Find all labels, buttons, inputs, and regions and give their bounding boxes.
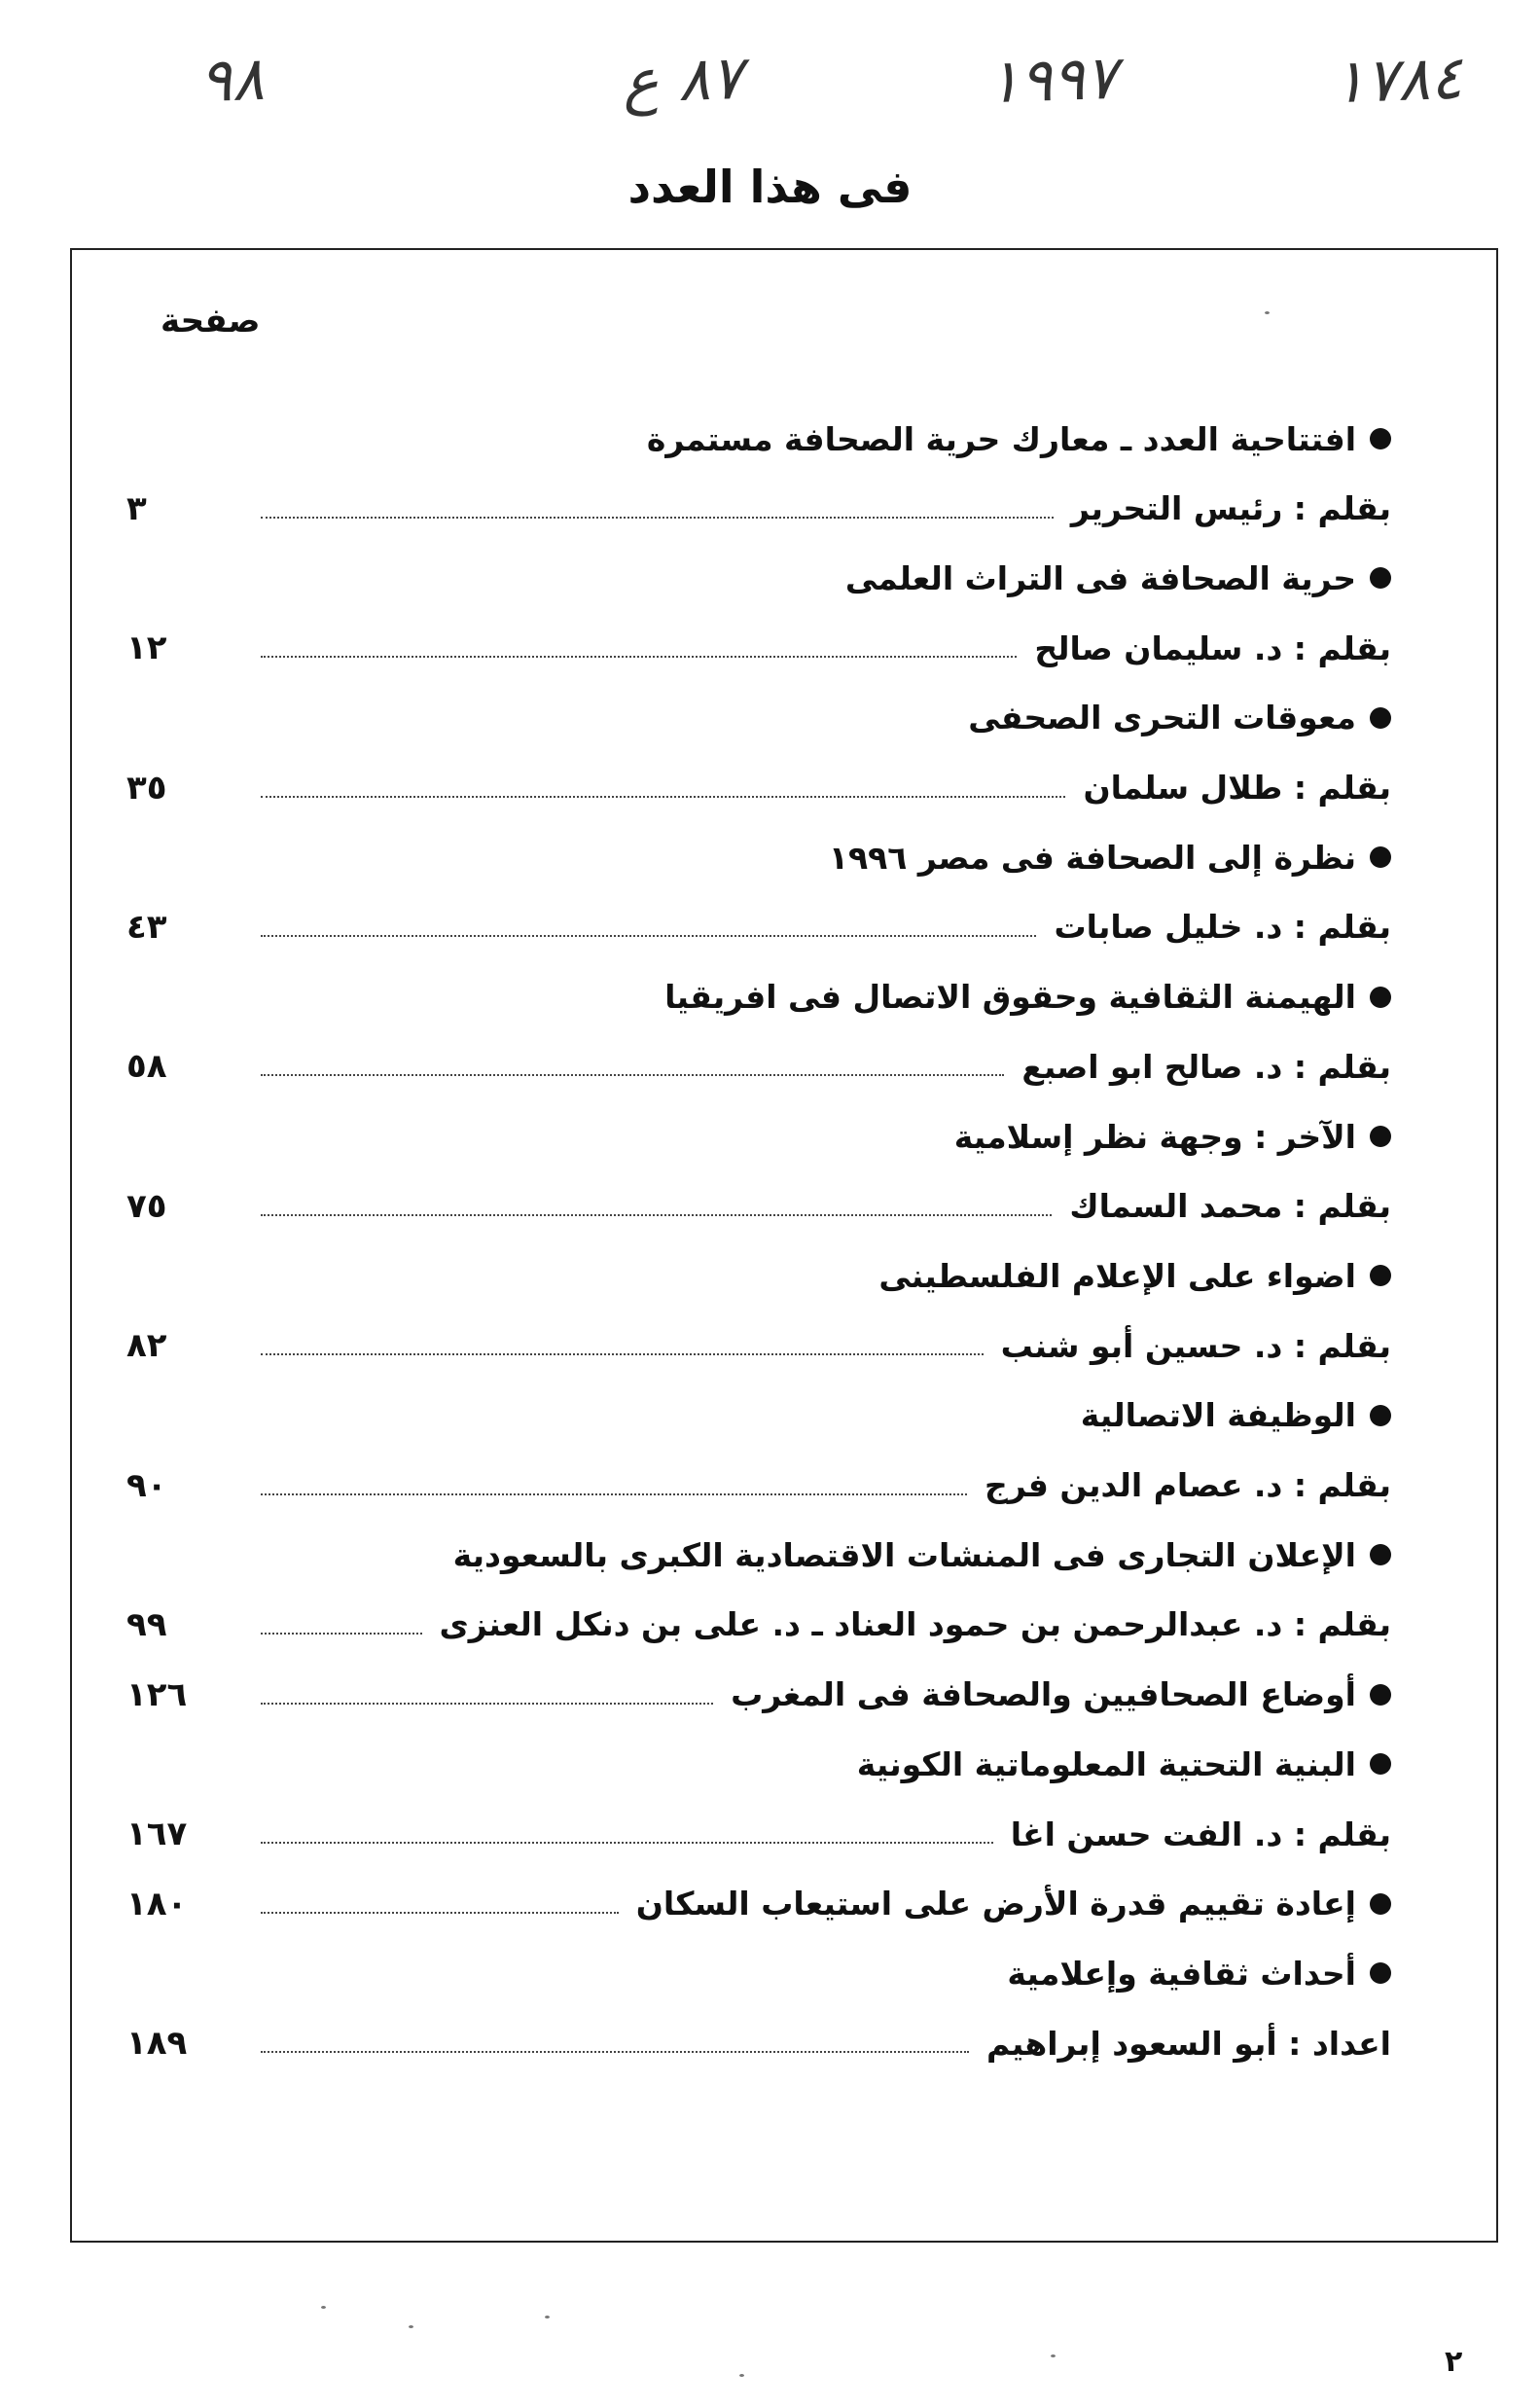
toc-entry-title xyxy=(126,548,1391,608)
toc-entry-author xyxy=(126,1176,1391,1237)
scan-speck xyxy=(321,2306,326,2309)
toc-entry-title xyxy=(126,1665,1391,1725)
author-line: بقلم : د. حسين أبو شنب xyxy=(1000,1326,1391,1365)
toc-entry-author xyxy=(126,479,1391,539)
toc-entry-title xyxy=(126,1874,1391,1934)
page-title: فى هذا العدد xyxy=(627,161,913,213)
dotted-leader xyxy=(261,1074,1004,1076)
toc-entry-title xyxy=(126,1943,1391,2003)
page-number: ١٢ xyxy=(126,629,167,668)
article-title: افتتاحية العدد ـ معارك حرية الصحافة مستمرة xyxy=(646,419,1356,458)
table-of-contents xyxy=(126,409,1391,2082)
bullet-icon xyxy=(1370,987,1391,1008)
dotted-leader xyxy=(261,1353,984,1355)
toc-entry-title xyxy=(126,1385,1391,1446)
author-line: بقلم : د. عصام الدين فرج xyxy=(984,1466,1391,1504)
bullet-icon xyxy=(1370,1684,1391,1706)
toc-entry-author xyxy=(126,2013,1391,2073)
author-line: بقلم : طلال سلمان xyxy=(1083,769,1391,807)
toc-entry-author xyxy=(126,1456,1391,1516)
handwritten-note-3: ١٩٩٧ xyxy=(985,41,1119,118)
dotted-leader xyxy=(261,1493,967,1495)
handwritten-note-4: ١٧٨٤ xyxy=(1331,41,1464,118)
bullet-icon xyxy=(1370,1962,1391,1984)
bullet-icon xyxy=(1370,707,1391,729)
handwritten-note-2: ٨٧ ع xyxy=(621,41,744,118)
bullet-icon xyxy=(1370,1126,1391,1147)
toc-entry-author xyxy=(126,1315,1391,1376)
page-number: ١٦٧ xyxy=(126,1815,188,1853)
article-title: البنية التحتية المعلوماتية الكونية xyxy=(856,1744,1356,1783)
page-number: ٩٩ xyxy=(126,1604,167,1644)
page-number: ٣ xyxy=(126,488,147,528)
bullet-icon xyxy=(1370,1544,1391,1565)
handwritten-note-1: ٩٨ xyxy=(197,42,266,117)
bullet-icon xyxy=(1370,846,1391,868)
dotted-leader xyxy=(261,1842,993,1844)
toc-entry-title xyxy=(126,967,1391,1027)
page-number: ٨٢ xyxy=(126,1326,167,1366)
bullet-icon xyxy=(1370,428,1391,449)
dotted-leader xyxy=(261,517,1054,519)
dotted-leader xyxy=(261,1633,422,1635)
toc-entry-title xyxy=(126,688,1391,748)
author-line: بقلم : د. خليل صابات xyxy=(1054,908,1391,947)
article-title: إعادة تقييم قدرة الأرض على استيعاب السكان xyxy=(635,1885,1356,1923)
article-title: أحداث ثقافية وإعلامية xyxy=(1007,1954,1356,1993)
article-title: الهيمنة الثقافية وحقوق الاتصال فى افريقيا xyxy=(664,978,1356,1017)
dotted-leader xyxy=(261,935,1036,937)
bullet-icon xyxy=(1370,567,1391,589)
dotted-leader xyxy=(261,1912,619,1914)
article-title: حرية الصحافة فى التراث العلمى xyxy=(844,558,1356,597)
article-title: الوظيفة الاتصالية xyxy=(1080,1396,1356,1435)
page-column-header: صفحة xyxy=(161,302,261,341)
author-line: بقلم : محمد السماك xyxy=(1069,1187,1391,1226)
page-number: ٥٨ xyxy=(126,1047,167,1087)
article-title: اضواء على الإعلام الفلسطينى xyxy=(878,1256,1356,1295)
scan-speck xyxy=(739,2374,744,2377)
dotted-leader xyxy=(261,796,1065,798)
dotted-leader xyxy=(261,656,1017,658)
toc-entry-title xyxy=(126,409,1391,469)
page-number: ٧٥ xyxy=(126,1186,167,1226)
scan-speck xyxy=(545,2316,550,2318)
article-title: أوضاع الصحافيين والصحافة فى المغرب xyxy=(731,1675,1356,1714)
toc-entry-title xyxy=(126,1106,1391,1167)
bullet-icon xyxy=(1370,1893,1391,1915)
page-number: ١٨٩ xyxy=(126,2024,188,2064)
page-number: ٤٣ xyxy=(126,907,167,947)
toc-entry-title xyxy=(126,827,1391,887)
author-line: بقلم : د. صالح ابو اصبع xyxy=(1021,1047,1391,1086)
article-title: الآخر : وجهة نظر إسلامية xyxy=(953,1117,1356,1156)
scan-speck xyxy=(409,2325,413,2328)
toc-entry-title xyxy=(126,1525,1391,1585)
toc-entry-author xyxy=(126,1595,1391,1655)
scan-speck xyxy=(1265,311,1270,314)
toc-entry-author xyxy=(126,758,1391,818)
bullet-icon xyxy=(1370,1265,1391,1286)
toc-entry-title xyxy=(126,1734,1391,1794)
page-number: ١٨٠ xyxy=(126,1884,188,1923)
bullet-icon xyxy=(1370,1405,1391,1426)
toc-entry-author xyxy=(126,1804,1391,1864)
dotted-leader xyxy=(261,2051,969,2053)
toc-entry-author xyxy=(126,1036,1391,1096)
toc-entry-title xyxy=(126,1245,1391,1306)
author-line: بقلم : رئيس التحرير xyxy=(1070,489,1391,528)
author-line: بقلم : د. عبدالرحمن بن حمود العناد ـ د. على بن دنكل العنزى xyxy=(439,1605,1391,1644)
author-line: بقلم : د. سليمان صالح xyxy=(1034,629,1391,667)
article-title: نظرة إلى الصحافة فى مصر ١٩٩٦ xyxy=(828,838,1356,877)
footer-page-number: ٢ xyxy=(1445,2345,1463,2379)
toc-entry-author xyxy=(126,897,1391,957)
page-number: ١٢٦ xyxy=(126,1674,188,1714)
dotted-leader xyxy=(261,1214,1052,1216)
page-number: ٣٥ xyxy=(126,768,167,808)
author-line: بقلم : د. الفت حسن اغا xyxy=(1010,1815,1391,1853)
dotted-leader xyxy=(261,1703,713,1705)
scan-speck xyxy=(1051,2354,1056,2357)
article-title: الإعلان التجارى فى المنشات الاقتصادية الكبرى بالسعودية xyxy=(452,1535,1356,1574)
bullet-icon xyxy=(1370,1753,1391,1775)
author-line: اعداد : أبو السعود إبراهيم xyxy=(985,2024,1391,2063)
page-number: ٩٠ xyxy=(126,1465,167,1505)
article-title: معوقات التحرى الصحفى xyxy=(968,699,1356,737)
toc-entry-author xyxy=(126,618,1391,678)
